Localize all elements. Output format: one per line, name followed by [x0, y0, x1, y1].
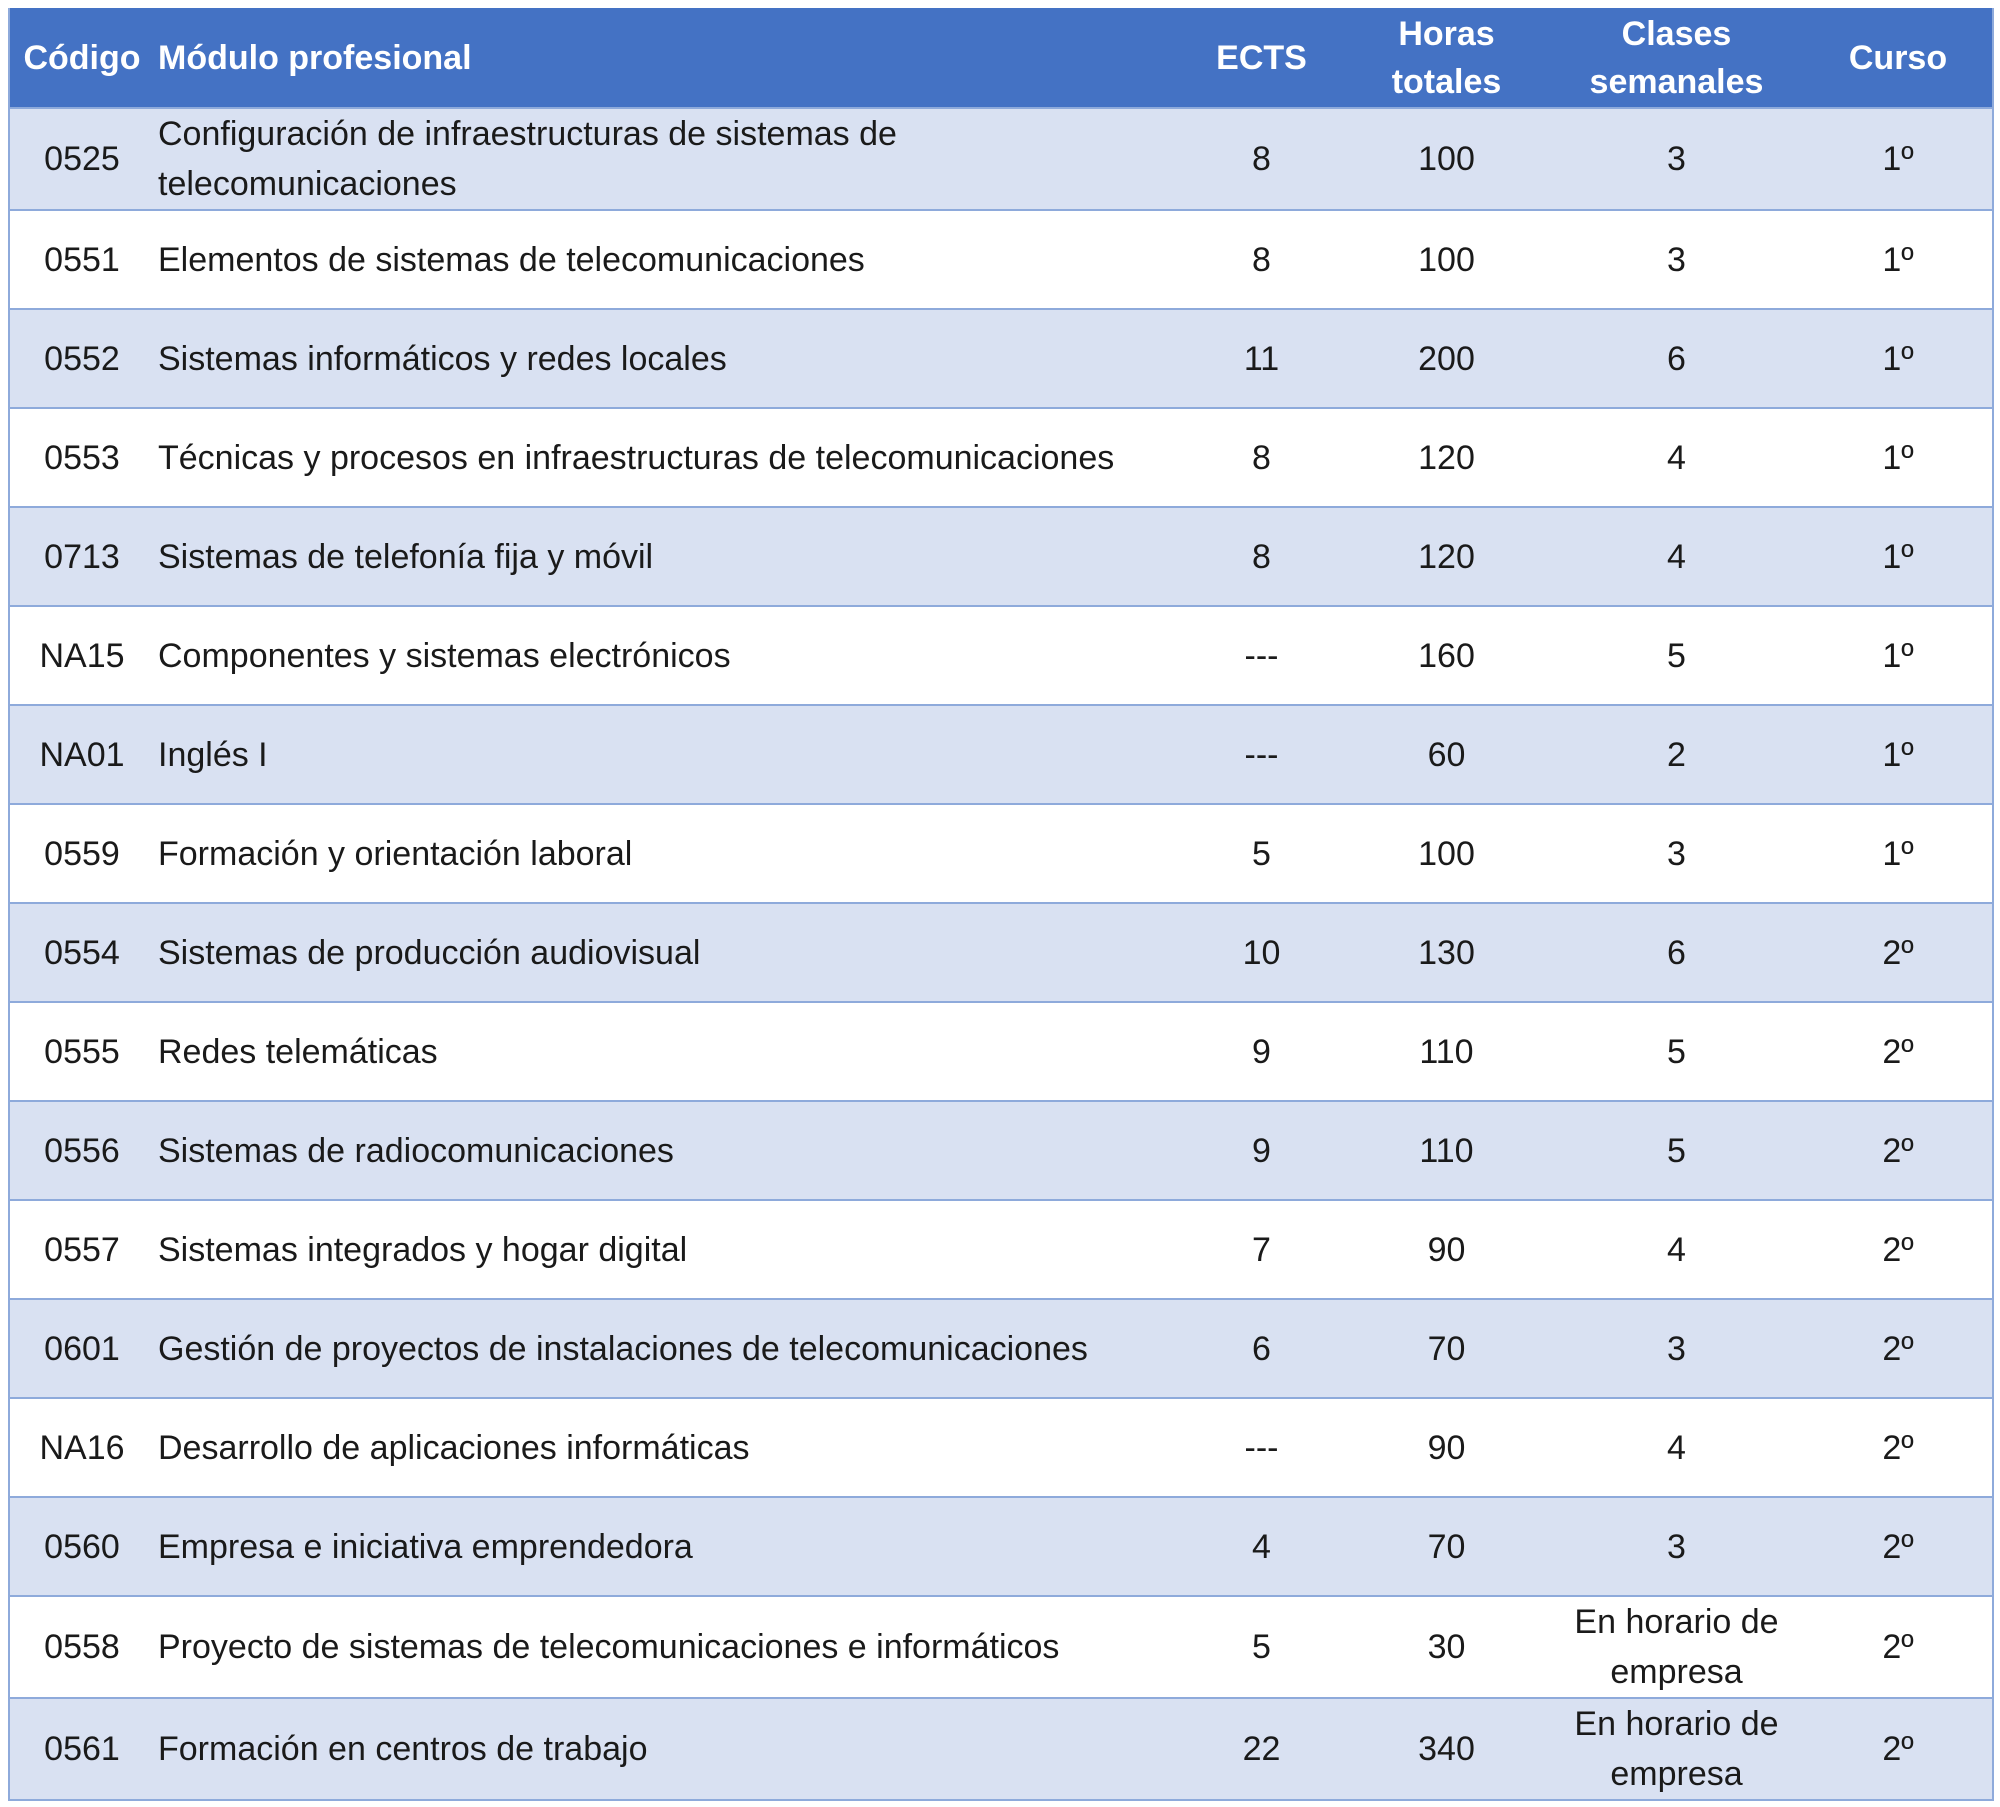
cell-horas: 100: [1344, 108, 1549, 210]
cell-clases: 4: [1549, 408, 1804, 507]
cell-ects: 8: [1179, 210, 1344, 309]
cell-modulo: Sistemas de telefonía fija y móvil: [154, 507, 1179, 606]
table-row: [9, 1101, 1993, 1200]
cell-curso: 1º: [1804, 108, 1993, 210]
cell-clases: 6: [1549, 903, 1804, 1002]
cell-codigo: 0561: [9, 1698, 154, 1800]
cell-clases: 5: [1549, 1101, 1804, 1200]
cell-horas: 200: [1344, 309, 1549, 408]
cell-clases: 4: [1549, 1200, 1804, 1299]
cell-modulo: Formación y orientación laboral: [154, 804, 1179, 903]
table-row: [9, 507, 1993, 606]
cell-codigo: 0601: [9, 1299, 154, 1398]
cell-curso: 2º: [1804, 1698, 1993, 1800]
cell-horas: 90: [1344, 1200, 1549, 1299]
header-horas: Horas totales: [1344, 8, 1549, 108]
cell-clases: 4: [1549, 507, 1804, 606]
table-row: [9, 606, 1993, 705]
cell-curso: 1º: [1804, 408, 1993, 507]
cell-ects: 11: [1179, 309, 1344, 408]
cell-codigo: 0556: [9, 1101, 154, 1200]
cell-curso: 1º: [1804, 606, 1993, 705]
cell-clases: 3: [1549, 108, 1804, 210]
header-clases: Clases semanales: [1549, 8, 1804, 108]
cell-horas: 160: [1344, 606, 1549, 705]
cell-modulo: Inglés I: [154, 705, 1179, 804]
cell-modulo: Sistemas informáticos y redes locales: [154, 309, 1179, 408]
cell-horas: 30: [1344, 1596, 1549, 1698]
table-row: [9, 108, 1993, 210]
cell-curso: 2º: [1804, 1002, 1993, 1101]
modules-table-container: [8, 8, 1992, 1801]
cell-curso: 2º: [1804, 1497, 1993, 1596]
cell-curso: 1º: [1804, 507, 1993, 606]
cell-modulo: Sistemas de radiocomunicaciones: [154, 1101, 1179, 1200]
table-row: [9, 1398, 1993, 1497]
cell-codigo: 0557: [9, 1200, 154, 1299]
table-row: [9, 1299, 1993, 1398]
cell-codigo: 0558: [9, 1596, 154, 1698]
table-row: [9, 903, 1993, 1002]
table-row: [9, 1698, 1993, 1800]
cell-codigo: 0560: [9, 1497, 154, 1596]
table-row: [9, 804, 1993, 903]
cell-codigo: 0559: [9, 804, 154, 903]
cell-modulo: Formación en centros de trabajo: [154, 1698, 1179, 1800]
table-row: [9, 1497, 1993, 1596]
cell-ects: 7: [1179, 1200, 1344, 1299]
table-row: [9, 1200, 1993, 1299]
cell-codigo: 0553: [9, 408, 154, 507]
cell-ects: ---: [1179, 705, 1344, 804]
cell-horas: 120: [1344, 408, 1549, 507]
table-row: [9, 210, 1993, 309]
cell-ects: 22: [1179, 1698, 1344, 1800]
cell-clases: 3: [1549, 804, 1804, 903]
cell-horas: 110: [1344, 1002, 1549, 1101]
cell-curso: 2º: [1804, 1200, 1993, 1299]
cell-clases: 4: [1549, 1398, 1804, 1497]
cell-horas: 60: [1344, 705, 1549, 804]
cell-codigo: 0713: [9, 507, 154, 606]
cell-ects: 10: [1179, 903, 1344, 1002]
cell-curso: 2º: [1804, 1299, 1993, 1398]
cell-codigo: NA01: [9, 705, 154, 804]
table-header: [9, 8, 1993, 108]
cell-curso: 2º: [1804, 1596, 1993, 1698]
cell-modulo: Redes telemáticas: [154, 1002, 1179, 1101]
cell-ects: 9: [1179, 1002, 1344, 1101]
cell-modulo: Sistemas de producción audiovisual: [154, 903, 1179, 1002]
cell-curso: 2º: [1804, 1398, 1993, 1497]
cell-modulo: Componentes y sistemas electrónicos: [154, 606, 1179, 705]
cell-ects: 4: [1179, 1497, 1344, 1596]
cell-clases: 5: [1549, 1002, 1804, 1101]
cell-horas: 70: [1344, 1497, 1549, 1596]
cell-clases: 2: [1549, 705, 1804, 804]
cell-clases: 3: [1549, 210, 1804, 309]
cell-ects: 8: [1179, 108, 1344, 210]
header-ects: ECTS: [1179, 8, 1344, 108]
cell-codigo: 0552: [9, 309, 154, 408]
cell-horas: 70: [1344, 1299, 1549, 1398]
cell-ects: 5: [1179, 1596, 1344, 1698]
cell-curso: 1º: [1804, 210, 1993, 309]
cell-horas: 90: [1344, 1398, 1549, 1497]
cell-ects: 8: [1179, 408, 1344, 507]
cell-clases: En horario de empresa: [1549, 1596, 1804, 1698]
cell-clases: 3: [1549, 1497, 1804, 1596]
cell-clases: 6: [1549, 309, 1804, 408]
cell-horas: 100: [1344, 210, 1549, 309]
cell-curso: 1º: [1804, 804, 1993, 903]
cell-clases: 5: [1549, 606, 1804, 705]
cell-codigo: 0525: [9, 108, 154, 210]
cell-modulo: Empresa e iniciativa emprendedora: [154, 1497, 1179, 1596]
cell-horas: 340: [1344, 1698, 1549, 1800]
cell-ects: 5: [1179, 804, 1344, 903]
cell-modulo: Técnicas y procesos en infraestructuras de telecomunicaciones: [154, 408, 1179, 507]
cell-horas: 110: [1344, 1101, 1549, 1200]
table-row: [9, 705, 1993, 804]
cell-ects: 9: [1179, 1101, 1344, 1200]
cell-modulo: Proyecto de sistemas de telecomunicaciones e informáticos: [154, 1596, 1179, 1698]
cell-curso: 1º: [1804, 309, 1993, 408]
cell-clases: 3: [1549, 1299, 1804, 1398]
cell-horas: 100: [1344, 804, 1549, 903]
cell-curso: 2º: [1804, 903, 1993, 1002]
cell-ects: 6: [1179, 1299, 1344, 1398]
modules-table: [8, 8, 1994, 1801]
table-body: [9, 108, 1993, 1800]
cell-ects: ---: [1179, 606, 1344, 705]
cell-codigo: 0554: [9, 903, 154, 1002]
cell-modulo: Desarrollo de aplicaciones informáticas: [154, 1398, 1179, 1497]
cell-modulo: Elementos de sistemas de telecomunicaciones: [154, 210, 1179, 309]
cell-codigo: 0551: [9, 210, 154, 309]
cell-modulo: Configuración de infraestructuras de sistemas de telecomunicaciones: [154, 108, 1179, 210]
header-row: [9, 8, 1993, 108]
cell-codigo: NA16: [9, 1398, 154, 1497]
cell-curso: 1º: [1804, 705, 1993, 804]
header-curso: Curso: [1804, 8, 1993, 108]
table-row: [9, 1596, 1993, 1698]
table-row: [9, 408, 1993, 507]
cell-codigo: 0555: [9, 1002, 154, 1101]
cell-curso: 2º: [1804, 1101, 1993, 1200]
header-modulo: Módulo profesional: [154, 8, 1179, 108]
cell-modulo: Gestión de proyectos de instalaciones de telecomunicaciones: [154, 1299, 1179, 1398]
cell-horas: 120: [1344, 507, 1549, 606]
cell-modulo: Sistemas integrados y hogar digital: [154, 1200, 1179, 1299]
cell-ects: 8: [1179, 507, 1344, 606]
cell-ects: ---: [1179, 1398, 1344, 1497]
table-row: [9, 309, 1993, 408]
cell-horas: 130: [1344, 903, 1549, 1002]
table-row: [9, 1002, 1993, 1101]
cell-clases: En horario de empresa: [1549, 1698, 1804, 1800]
header-codigo: Código: [9, 8, 154, 108]
cell-codigo: NA15: [9, 606, 154, 705]
